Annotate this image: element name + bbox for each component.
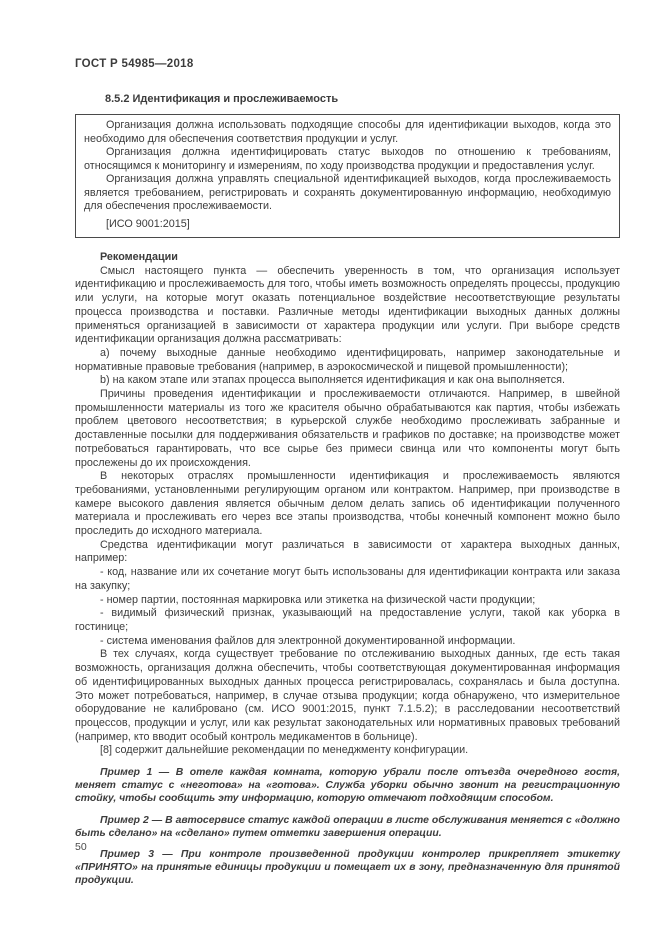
- paragraph: В тех случаях, когда существует требование по отслеживанию выходных данных, где есть такая возможность, организация должна обеспечить, чтобы соответствующая документированная информация об идентифицированных выходных данных процесса регистрировалась, сохранялась и была доступна. Это может потребоваться, например, в случае отзыва продукции; когда обнаружено, что измерительное оборудование не калибровано (см. ИСО 9001:2015, пункт 7.1.5.2); в расследовании несоответствий процессов, продукции и услуг, или как результат законодательных или нормативных правовых требований (например, кто вводит особый контроль медикаментов в больнице).: [75, 648, 620, 743]
- requirement-paragraph: Организация должна управлять специальной идентификацией выходов, когда прослеживаемость является требованием, регистрировать и сохранять документированную информацию, необходимую для обеспечения прослеживаемости.: [84, 173, 611, 212]
- list-item-b: b) на каком этапе или этапах процесса выполняется идентификация и как она выполняется.: [100, 374, 565, 387]
- dash-list-item: - система именования файлов для электронной документированной информации.: [100, 634, 516, 647]
- page-number: 50: [75, 841, 87, 853]
- dash-list-item: - код, название или их сочетание могут быть использованы для идентификации контракта или заказа на закупку;: [75, 566, 620, 592]
- requirement-paragraph: Организация должна идентифицировать статус выходов по отношению к требованиям, относящимся к мониторингу и измерениям, по ходу производства продукции и предоставления услуг.: [84, 146, 611, 172]
- example-1: Пример 1 — В отеле каждая комната, которую убрали после отъезда очередного гостя, меняет статус с «неготова» на «готова». Служба уборки обычно звонит на регистрационную стойку, чтобы сообщить эту информацию, которую отмечают подходящим способом.: [75, 767, 620, 805]
- paragraph: Смысл настоящего пункта — обеспечить уверенность в том, что организация использует идентификацию и прослеживаемость для того, чтобы иметь возможность определять процессы, продукцию или услуги, на которые могут оказать потенциальное воздействие несоответствующие результаты процесса производства и поставки. Различные методы идентификации выходных данных должны применяться организацией в зависимости от характера продукции или услуги. При выборе средств идентификации организация должна рассматривать:: [75, 264, 620, 346]
- dash-list-item: - номер партии, постоянная маркировка или этикетка на физической части продукции;: [100, 593, 536, 606]
- dash-list-item: - видимый физический признак, указывающий на предоставление услуги, такой как уборка в гостинице;: [75, 607, 620, 633]
- paragraph: Причины проведения идентификации и прослеживаемости отличаются. Например, в швейной промышленности материалы из того же красителя обычно обрабатываются как партия, чтобы избежать проблем цветового несоответствия; в курьерской службе необходимо прослеживать забранные и доставленные посылки для поддерживания обязательств и графиков по доставке; на производстве может потребоваться гарантировать, что все сырье без примеси свинца или что компоненты могут быть прослежены до их происхождения.: [75, 388, 620, 469]
- page-content: [75, 0, 620, 888]
- iso-citation: [ИСО 9001:2015]: [106, 217, 190, 230]
- example-3: Пример 3 — При контроле произведенной продукции контролер прикрепляет этикетку «ПРИНЯТО» на принятые единицы продукции и помещает их в зону, предназначенную для принятой продукции.: [75, 849, 620, 887]
- paragraph: В некоторых отраслях промышленности идентификация и прослеживаемость являются требованиями, установленными регулирующим органом или контрактом. Например, при производстве в камере высокого давления является обычным делом делать запись об идентификации полученного материала и прослеживать его через все этапы производства, чтобы конечный компонент можно было проследить до исходного материала.: [75, 470, 620, 538]
- section-heading: 8.5.2 Идентификация и прослеживаемость: [105, 93, 339, 105]
- requirement-box: [75, 114, 620, 238]
- document-code: ГОСТ Р 54985—2018: [75, 58, 194, 70]
- requirement-paragraph: Организация должна использовать подходящие способы для идентификации выходов, когда это необходимо для обеспечения соответствия продукции и услуг.: [84, 119, 611, 145]
- example-2: Пример 2 — В автосервисе статус каждой операции в листе обслуживания меняется с «должно быть сделано» на «сделано» путем отметки завершения операции.: [75, 814, 620, 839]
- paragraph: Средства идентификации могут различаться в зависимости от характера выходных данных, например:: [75, 538, 620, 565]
- paragraph: [8] содержит дальнейшие рекомендации по менеджменту конфигурации.: [100, 744, 469, 757]
- recommendations-heading: Рекомендации: [100, 251, 178, 263]
- list-item-a: a) почему выходные данные необходимо идентифицировать, например законодательные и нормативные правовые требования (например, в аэрокосмической и пищевой промышленности);: [75, 346, 620, 373]
